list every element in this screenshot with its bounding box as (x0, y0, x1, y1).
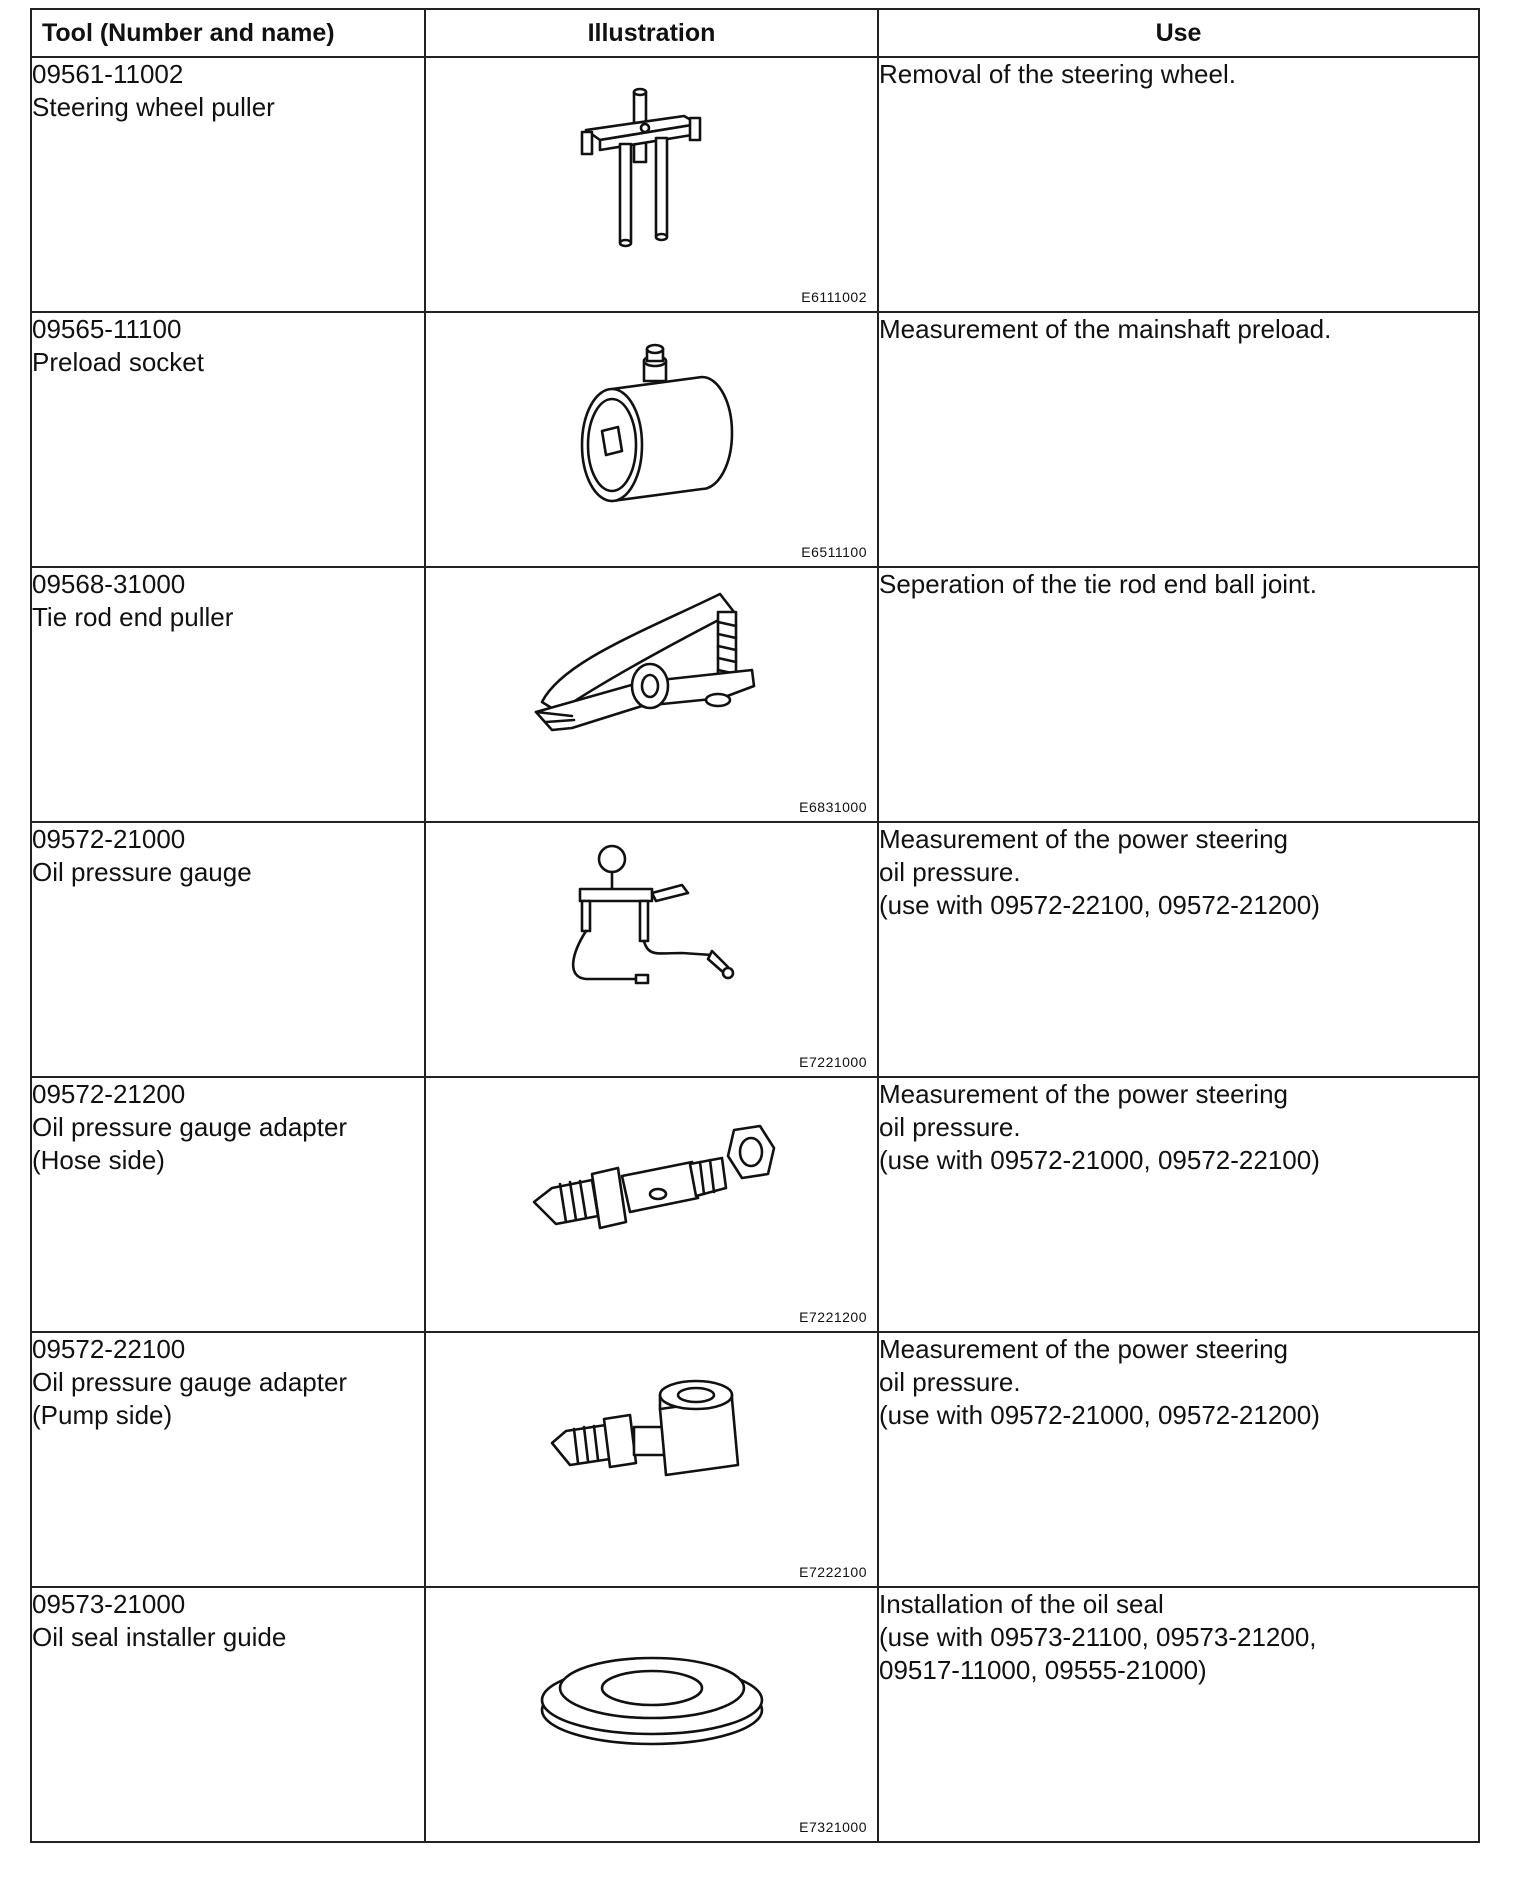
table-row (31, 1077, 1479, 1332)
use-cell (878, 567, 1479, 822)
use-cell (878, 1332, 1479, 1587)
use-cell (878, 312, 1479, 567)
use-line: oil pressure. (879, 857, 1021, 887)
tool-cell (31, 822, 425, 1077)
illustration-code: E6111002 (801, 289, 867, 305)
use-line: Removal of the steering wheel. (879, 59, 1236, 89)
header-tool: Tool (Number and name) (31, 9, 425, 57)
tool-cell (31, 1332, 425, 1587)
special-tools-table (30, 8, 1480, 1843)
illustration-cell (425, 57, 878, 312)
use-cell (878, 1587, 1479, 1842)
hose-side-adapter-icon (522, 1092, 782, 1252)
use-line: (use with 09573-21100, 09573-21200, (879, 1622, 1317, 1652)
oil-pressure-gauge-icon (552, 837, 752, 1007)
illustration-code: E6831000 (799, 799, 867, 815)
tool-number: 09565-11100 (32, 314, 182, 344)
use-line: 09517-11000, 09555-21000) (879, 1655, 1207, 1685)
pump-side-adapter-icon (542, 1347, 762, 1497)
tool-cell (31, 567, 425, 822)
use-line: Measurement of the mainshaft preload. (879, 314, 1332, 344)
illustration-code: E7222100 (799, 1564, 867, 1580)
header-use: Use (878, 9, 1479, 57)
use-line: (use with 09572-21000, 09572-21200) (879, 1400, 1320, 1430)
use-line: Measurement of the power steering (879, 1334, 1288, 1364)
illustration-code: E7321000 (799, 1819, 867, 1835)
use-line: (use with 09572-22100, 09572-21200) (879, 890, 1320, 920)
illustration-code: E7221200 (799, 1309, 867, 1325)
illustration-cell (425, 1332, 878, 1587)
oil-seal-installer-guide-icon (532, 1602, 772, 1772)
use-line: Measurement of the power steering (879, 1079, 1288, 1109)
use-line: Measurement of the power steering (879, 824, 1288, 854)
table-row (31, 822, 1479, 1077)
tool-number: 09573-21000 (32, 1589, 186, 1619)
tie-rod-end-puller-icon (522, 582, 782, 752)
tool-number: 09568-31000 (32, 569, 186, 599)
tool-name: Tie rod end puller (32, 602, 234, 632)
tool-cell (31, 1077, 425, 1332)
header-illustration: Illustration (425, 9, 878, 57)
table-row (31, 1332, 1479, 1587)
illustration-cell (425, 1077, 878, 1332)
tool-name: Steering wheel puller (32, 92, 275, 122)
illustration-cell (425, 567, 878, 822)
use-cell (878, 822, 1479, 1077)
tool-cell (31, 312, 425, 567)
tool-number: 09561-11002 (32, 59, 184, 89)
preload-socket-icon (552, 327, 752, 527)
table-row (31, 567, 1479, 822)
table-row (31, 57, 1479, 312)
use-line: Installation of the oil seal (879, 1589, 1164, 1619)
table-row (31, 312, 1479, 567)
tool-name: Oil seal installer guide (32, 1622, 287, 1652)
special-tools-sheet (30, 8, 1478, 1843)
table-row (31, 1587, 1479, 1842)
illustration-cell (425, 312, 878, 567)
use-line: (use with 09572-21000, 09572-22100) (879, 1145, 1320, 1175)
use-cell (878, 57, 1479, 312)
tool-name: Oil pressure gauge adapter (32, 1367, 348, 1397)
tool-name: Preload socket (32, 347, 204, 377)
illustration-code: E7221000 (799, 1054, 867, 1070)
tool-name: Oil pressure gauge (32, 857, 252, 887)
tool-name: (Hose side) (32, 1145, 165, 1175)
illustration-cell (425, 822, 878, 1077)
tool-name: Oil pressure gauge adapter (32, 1112, 348, 1142)
illustration-code: E6511100 (801, 544, 867, 560)
tool-cell (31, 1587, 425, 1842)
use-line: oil pressure. (879, 1112, 1021, 1142)
use-cell (878, 1077, 1479, 1332)
tool-number: 09572-21200 (32, 1079, 186, 1109)
illustration-cell (425, 1587, 878, 1842)
use-line: Seperation of the tie rod end ball joint. (879, 569, 1317, 599)
table-header-row (31, 9, 1479, 57)
tool-name: (Pump side) (32, 1400, 173, 1430)
tool-cell (31, 57, 425, 312)
tool-number: 09572-21000 (32, 824, 186, 854)
steering-wheel-puller-icon (552, 72, 752, 272)
tool-number: 09572-22100 (32, 1334, 186, 1364)
use-line: oil pressure. (879, 1367, 1021, 1397)
